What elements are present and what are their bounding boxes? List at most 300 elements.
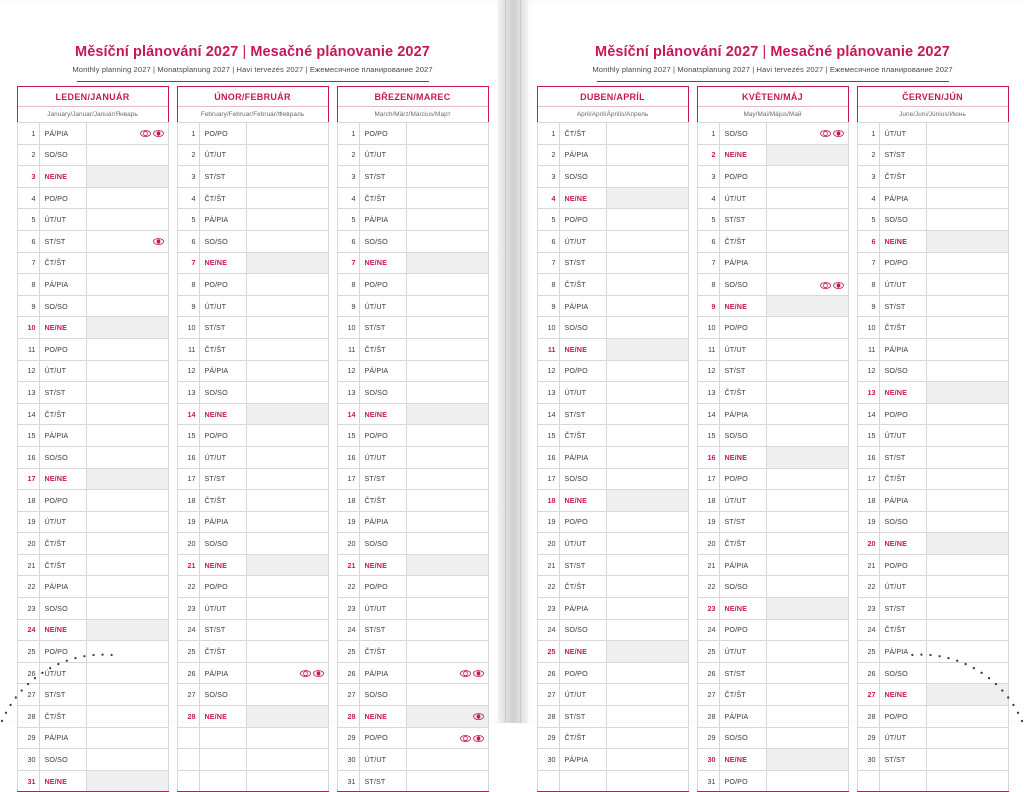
day-of-week: ČT/ŠT xyxy=(559,576,606,598)
day-note-field[interactable] xyxy=(766,554,848,576)
day-note-field[interactable] xyxy=(766,187,848,209)
day-note-field[interactable] xyxy=(246,511,328,533)
table-row xyxy=(17,576,168,598)
day-note-field[interactable] xyxy=(926,446,1008,468)
table-row xyxy=(177,641,328,663)
day-of-week: NE/NE xyxy=(199,554,246,576)
month-name-translations: January/Januar/Január/Январь xyxy=(18,106,168,122)
day-note-field[interactable] xyxy=(86,123,168,145)
day-note-field[interactable] xyxy=(606,209,688,231)
day-note-field[interactable] xyxy=(246,425,328,447)
day-of-week: ČT/ŠT xyxy=(199,187,246,209)
day-note-field[interactable] xyxy=(766,446,848,468)
day-note-field[interactable] xyxy=(766,641,848,663)
day-note-field[interactable] xyxy=(246,727,328,749)
day-note-field[interactable] xyxy=(406,749,488,771)
day-note-field[interactable] xyxy=(246,468,328,490)
day-of-week: ST/ST xyxy=(39,230,86,252)
day-note-field[interactable] xyxy=(606,727,688,749)
day-note-field[interactable] xyxy=(766,403,848,425)
day-note-field[interactable] xyxy=(406,619,488,641)
day-note-field[interactable] xyxy=(606,706,688,728)
table-row xyxy=(697,166,848,188)
full-moon-icon xyxy=(140,130,151,137)
day-note-field[interactable] xyxy=(406,317,488,339)
day-note-field[interactable] xyxy=(86,662,168,684)
day-note-field[interactable] xyxy=(926,554,1008,576)
day-note-field[interactable] xyxy=(766,166,848,188)
day-of-week: ST/ST xyxy=(199,468,246,490)
month-day-table xyxy=(537,122,689,792)
day-note-field[interactable] xyxy=(766,684,848,706)
day-note-field[interactable] xyxy=(86,382,168,404)
day-note-field[interactable] xyxy=(606,425,688,447)
table-row xyxy=(697,295,848,317)
day-note-field[interactable] xyxy=(246,554,328,576)
day-note-field[interactable] xyxy=(246,338,328,360)
day-note-field[interactable] xyxy=(406,360,488,382)
day-number: 3 xyxy=(537,166,559,188)
day-note-field[interactable] xyxy=(606,360,688,382)
day-note-field[interactable] xyxy=(406,770,488,792)
day-note-field[interactable] xyxy=(246,317,328,339)
day-number: 17 xyxy=(337,468,359,490)
day-of-week: ÚT/UT xyxy=(719,490,766,512)
day-note-field[interactable] xyxy=(606,576,688,598)
table-row xyxy=(17,274,168,296)
day-note-field[interactable] xyxy=(406,230,488,252)
day-note-field[interactable] xyxy=(926,619,1008,641)
day-note-field[interactable] xyxy=(86,209,168,231)
day-note-field[interactable] xyxy=(86,619,168,641)
day-note-field[interactable] xyxy=(926,295,1008,317)
new-moon-icon xyxy=(153,238,164,245)
day-of-week: ČT/ŠT xyxy=(719,230,766,252)
day-note-field[interactable] xyxy=(926,317,1008,339)
day-note-field[interactable] xyxy=(926,706,1008,728)
day-note-field[interactable] xyxy=(406,209,488,231)
day-note-field[interactable] xyxy=(406,641,488,663)
day-note-field[interactable] xyxy=(406,490,488,512)
day-note-field[interactable] xyxy=(246,123,328,145)
day-note-field[interactable] xyxy=(766,490,848,512)
day-note-field[interactable] xyxy=(606,554,688,576)
day-note-field[interactable] xyxy=(86,576,168,598)
day-note-field[interactable] xyxy=(246,187,328,209)
table-row xyxy=(697,662,848,684)
day-note-field[interactable] xyxy=(766,662,848,684)
table-row xyxy=(177,360,328,382)
day-of-week: PO/PO xyxy=(359,576,406,598)
day-note-field[interactable] xyxy=(606,468,688,490)
day-number: 2 xyxy=(697,144,719,166)
day-note-field[interactable] xyxy=(926,425,1008,447)
title-separator: | xyxy=(762,44,767,60)
day-note-field[interactable] xyxy=(606,230,688,252)
day-note-field[interactable] xyxy=(606,338,688,360)
day-note-field[interactable] xyxy=(926,209,1008,231)
day-note-field[interactable] xyxy=(606,123,688,145)
day-note-field[interactable] xyxy=(246,166,328,188)
day-note-field[interactable] xyxy=(406,187,488,209)
moon-phase-icon xyxy=(300,670,324,677)
day-of-week: ST/ST xyxy=(359,166,406,188)
day-note-field[interactable] xyxy=(766,360,848,382)
day-note-field[interactable] xyxy=(926,727,1008,749)
day-note-field[interactable] xyxy=(406,533,488,555)
day-number xyxy=(177,770,199,792)
day-note-field[interactable] xyxy=(406,727,488,749)
day-note-field[interactable] xyxy=(246,662,328,684)
day-note-field[interactable] xyxy=(926,338,1008,360)
day-note-field[interactable] xyxy=(246,360,328,382)
table-row xyxy=(537,619,688,641)
day-note-field[interactable] xyxy=(86,425,168,447)
day-note-field[interactable] xyxy=(606,641,688,663)
day-of-week: NE/NE xyxy=(559,187,606,209)
day-of-week: ČT/ŠT xyxy=(39,706,86,728)
table-row xyxy=(337,684,488,706)
day-note-field[interactable] xyxy=(406,446,488,468)
day-note-field[interactable] xyxy=(406,274,488,296)
day-note-field[interactable] xyxy=(406,598,488,620)
table-row xyxy=(857,230,1008,252)
day-note-field[interactable] xyxy=(86,403,168,425)
day-note-field[interactable] xyxy=(406,403,488,425)
day-of-week: ČT/ŠT xyxy=(879,317,926,339)
day-note-field[interactable] xyxy=(86,749,168,771)
day-number: 22 xyxy=(17,576,39,598)
day-note-field[interactable] xyxy=(766,274,848,296)
day-number: 20 xyxy=(697,533,719,555)
day-of-week: PÁ/PIA xyxy=(39,123,86,145)
day-note-field[interactable] xyxy=(406,662,488,684)
day-note-field[interactable] xyxy=(246,770,328,792)
day-note-field[interactable] xyxy=(406,511,488,533)
day-note-field[interactable] xyxy=(406,425,488,447)
day-number: 17 xyxy=(857,468,879,490)
day-note-field[interactable] xyxy=(246,706,328,728)
day-number: 1 xyxy=(697,123,719,145)
day-note-field[interactable] xyxy=(766,749,848,771)
day-note-field[interactable] xyxy=(606,770,688,792)
day-number: 27 xyxy=(177,684,199,706)
day-note-field[interactable] xyxy=(86,317,168,339)
day-note-field[interactable] xyxy=(246,598,328,620)
day-number: 30 xyxy=(337,749,359,771)
month-column xyxy=(537,86,689,792)
day-note-field[interactable] xyxy=(86,554,168,576)
table-row xyxy=(697,403,848,425)
day-note-field[interactable] xyxy=(246,274,328,296)
day-note-field[interactable] xyxy=(926,662,1008,684)
day-note-field[interactable] xyxy=(606,662,688,684)
new-moon-icon xyxy=(153,130,164,137)
day-note-field[interactable] xyxy=(246,209,328,231)
day-number: 27 xyxy=(697,684,719,706)
day-of-week: PÁ/PIA xyxy=(359,209,406,231)
day-note-field[interactable] xyxy=(246,403,328,425)
day-note-field[interactable] xyxy=(86,706,168,728)
day-note-field[interactable] xyxy=(246,144,328,166)
new-moon-icon xyxy=(473,735,484,742)
day-note-field[interactable] xyxy=(766,338,848,360)
day-note-field[interactable] xyxy=(606,274,688,296)
day-note-field[interactable] xyxy=(926,166,1008,188)
day-of-week: ČT/ŠT xyxy=(359,187,406,209)
day-note-field[interactable] xyxy=(246,619,328,641)
day-note-field[interactable] xyxy=(766,252,848,274)
day-note-field[interactable] xyxy=(406,382,488,404)
day-note-field[interactable] xyxy=(606,511,688,533)
table-row xyxy=(177,123,328,145)
day-note-field[interactable] xyxy=(406,252,488,274)
day-note-field[interactable] xyxy=(86,230,168,252)
page-title-cs: Měsíční plánování 2027 xyxy=(595,44,759,60)
day-note-field[interactable] xyxy=(926,274,1008,296)
day-note-field[interactable] xyxy=(766,727,848,749)
day-note-field[interactable] xyxy=(86,166,168,188)
table-row xyxy=(857,770,1008,792)
day-note-field[interactable] xyxy=(926,230,1008,252)
table-row xyxy=(697,727,848,749)
table-row xyxy=(537,749,688,771)
table-row xyxy=(697,468,848,490)
day-note-field[interactable] xyxy=(766,209,848,231)
day-note-field[interactable] xyxy=(246,684,328,706)
day-note-field[interactable] xyxy=(766,533,848,555)
day-note-field[interactable] xyxy=(406,684,488,706)
day-note-field[interactable] xyxy=(606,490,688,512)
table-row xyxy=(697,490,848,512)
day-of-week: PO/PO xyxy=(719,166,766,188)
day-note-field[interactable] xyxy=(606,317,688,339)
day-note-field[interactable] xyxy=(926,598,1008,620)
page-title xyxy=(521,44,1024,60)
day-number: 20 xyxy=(857,533,879,555)
table-row xyxy=(17,123,168,145)
table-row xyxy=(857,641,1008,663)
day-of-week: SO/SO xyxy=(39,144,86,166)
day-note-field[interactable] xyxy=(606,749,688,771)
day-note-field[interactable] xyxy=(766,619,848,641)
day-note-field[interactable] xyxy=(86,684,168,706)
day-note-field[interactable] xyxy=(766,425,848,447)
day-note-field[interactable] xyxy=(926,684,1008,706)
day-note-field[interactable] xyxy=(926,511,1008,533)
table-row xyxy=(697,706,848,728)
day-note-field[interactable] xyxy=(766,317,848,339)
day-note-field[interactable] xyxy=(766,230,848,252)
day-number: 27 xyxy=(537,684,559,706)
day-of-week: SO/SO xyxy=(719,576,766,598)
day-note-field[interactable] xyxy=(246,533,328,555)
day-note-field[interactable] xyxy=(246,252,328,274)
day-note-field[interactable] xyxy=(606,382,688,404)
day-of-week: ST/ST xyxy=(879,446,926,468)
day-note-field[interactable] xyxy=(606,533,688,555)
day-of-week: NE/NE xyxy=(359,706,406,728)
day-number: 15 xyxy=(537,425,559,447)
day-number: 6 xyxy=(697,230,719,252)
day-note-field[interactable] xyxy=(86,490,168,512)
day-of-week: SO/SO xyxy=(199,684,246,706)
table-row xyxy=(537,684,688,706)
month-name: LEDEN/JANUÁR xyxy=(55,92,130,102)
day-note-field[interactable] xyxy=(926,382,1008,404)
day-note-field[interactable] xyxy=(86,252,168,274)
day-of-week: PÁ/PIA xyxy=(359,360,406,382)
day-note-field[interactable] xyxy=(86,727,168,749)
day-note-field[interactable] xyxy=(246,446,328,468)
day-of-week: NE/NE xyxy=(879,684,926,706)
table-row xyxy=(337,317,488,339)
day-note-field[interactable] xyxy=(606,619,688,641)
day-note-field[interactable] xyxy=(406,468,488,490)
day-note-field[interactable] xyxy=(246,641,328,663)
day-note-field[interactable] xyxy=(926,576,1008,598)
day-note-field[interactable] xyxy=(246,576,328,598)
day-note-field[interactable] xyxy=(406,338,488,360)
day-number: 28 xyxy=(697,706,719,728)
day-note-field[interactable] xyxy=(926,533,1008,555)
day-note-field[interactable] xyxy=(926,252,1008,274)
day-note-field[interactable] xyxy=(606,252,688,274)
day-note-field[interactable] xyxy=(766,770,848,792)
table-row xyxy=(177,274,328,296)
day-note-field[interactable] xyxy=(926,641,1008,663)
day-note-field[interactable] xyxy=(766,382,848,404)
moon-phase-icon xyxy=(473,713,484,720)
day-of-week: ST/ST xyxy=(879,295,926,317)
day-note-field[interactable] xyxy=(246,230,328,252)
table-row xyxy=(857,446,1008,468)
day-note-field[interactable] xyxy=(926,468,1008,490)
day-note-field[interactable] xyxy=(86,533,168,555)
table-row xyxy=(537,338,688,360)
day-note-field[interactable] xyxy=(406,123,488,145)
day-number: 30 xyxy=(857,749,879,771)
month-name-translations: May/Mai/Május/Май xyxy=(698,106,848,122)
day-note-field[interactable] xyxy=(766,598,848,620)
table-row xyxy=(17,403,168,425)
day-note-field[interactable] xyxy=(86,598,168,620)
day-note-field[interactable] xyxy=(86,295,168,317)
day-note-field[interactable] xyxy=(246,382,328,404)
day-note-field[interactable] xyxy=(926,749,1008,771)
day-note-field[interactable] xyxy=(606,166,688,188)
moon-phase-icon xyxy=(820,130,844,137)
day-note-field[interactable] xyxy=(86,511,168,533)
day-number: 7 xyxy=(697,252,719,274)
day-number: 3 xyxy=(857,166,879,188)
day-note-field[interactable] xyxy=(406,166,488,188)
day-of-week: SO/SO xyxy=(39,295,86,317)
day-note-field[interactable] xyxy=(766,123,848,145)
day-number: 19 xyxy=(17,511,39,533)
day-of-week: ČT/ŠT xyxy=(39,403,86,425)
table-row xyxy=(857,490,1008,512)
day-note-field[interactable] xyxy=(926,360,1008,382)
day-note-field[interactable] xyxy=(766,511,848,533)
table-row xyxy=(537,490,688,512)
day-note-field[interactable] xyxy=(766,295,848,317)
day-note-field[interactable] xyxy=(406,295,488,317)
day-number: 4 xyxy=(17,187,39,209)
day-note-field[interactable] xyxy=(766,706,848,728)
day-of-week: SO/SO xyxy=(199,230,246,252)
day-note-field[interactable] xyxy=(926,123,1008,145)
day-note-field[interactable] xyxy=(926,403,1008,425)
day-number: 7 xyxy=(857,252,879,274)
day-of-week: PÁ/PIA xyxy=(559,446,606,468)
table-row xyxy=(857,252,1008,274)
day-note-field[interactable] xyxy=(86,770,168,792)
day-note-field[interactable] xyxy=(246,490,328,512)
day-note-field[interactable] xyxy=(86,468,168,490)
day-note-field[interactable] xyxy=(86,187,168,209)
day-note-field[interactable] xyxy=(606,144,688,166)
table-row xyxy=(337,360,488,382)
day-note-field[interactable] xyxy=(86,641,168,663)
day-of-week: PÁ/PIA xyxy=(559,144,606,166)
right-month-columns xyxy=(521,86,1024,792)
day-number: 19 xyxy=(177,511,199,533)
day-note-field[interactable] xyxy=(86,274,168,296)
day-note-field[interactable] xyxy=(606,295,688,317)
day-note-field[interactable] xyxy=(606,403,688,425)
day-number: 1 xyxy=(537,123,559,145)
day-number: 10 xyxy=(337,317,359,339)
day-note-field[interactable] xyxy=(926,770,1008,792)
day-note-field[interactable] xyxy=(766,468,848,490)
day-note-field[interactable] xyxy=(926,490,1008,512)
day-note-field[interactable] xyxy=(606,598,688,620)
day-note-field[interactable] xyxy=(406,706,488,728)
day-note-field[interactable] xyxy=(926,144,1008,166)
table-row xyxy=(857,317,1008,339)
day-note-field[interactable] xyxy=(766,576,848,598)
month-header xyxy=(697,86,849,122)
day-note-field[interactable] xyxy=(606,187,688,209)
day-of-week: PÁ/PIA xyxy=(719,252,766,274)
day-note-field[interactable] xyxy=(406,576,488,598)
day-number: 6 xyxy=(17,230,39,252)
table-row xyxy=(857,403,1008,425)
day-of-week: PO/PO xyxy=(39,641,86,663)
table-row xyxy=(537,554,688,576)
day-note-field[interactable] xyxy=(766,144,848,166)
day-note-field[interactable] xyxy=(606,684,688,706)
day-note-field[interactable] xyxy=(86,360,168,382)
day-note-field[interactable] xyxy=(406,554,488,576)
table-row xyxy=(697,619,848,641)
day-note-field[interactable] xyxy=(606,446,688,468)
day-note-field[interactable] xyxy=(86,144,168,166)
day-number: 10 xyxy=(537,317,559,339)
day-note-field[interactable] xyxy=(86,338,168,360)
day-number: 15 xyxy=(337,425,359,447)
table-row xyxy=(697,641,848,663)
day-note-field[interactable] xyxy=(246,749,328,771)
day-number: 28 xyxy=(17,706,39,728)
day-note-field[interactable] xyxy=(406,144,488,166)
table-row xyxy=(857,209,1008,231)
day-note-field[interactable] xyxy=(246,295,328,317)
day-note-field[interactable] xyxy=(86,446,168,468)
day-note-field[interactable] xyxy=(926,187,1008,209)
day-of-week: PÁ/PIA xyxy=(39,727,86,749)
